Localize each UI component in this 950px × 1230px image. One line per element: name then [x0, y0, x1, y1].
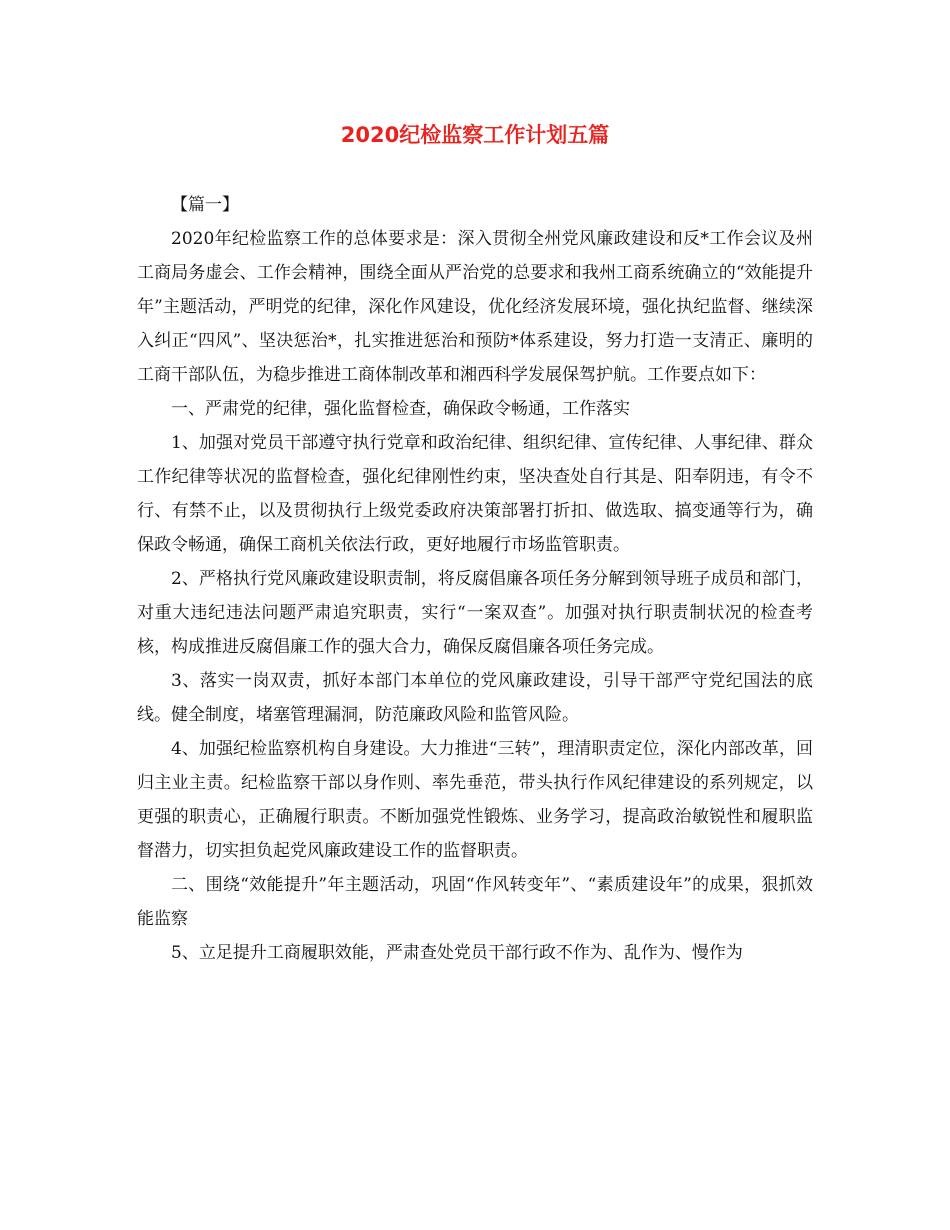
paragraph: 4、加强纪检监察机构自身建设。大力推进“三转”，理清职责定位，深化内部改革，回归主业主责。纪检监察干部以身作则、率先垂范，带头执行作风纪律建设的系列规定，以更强的职责心，正确履行职责。不断加强党性锻炼、业务学习，提高政治敏锐性和履职监督潜力，切实担负起党风廉政建设工作的监督职责。	[137, 739, 813, 861]
paragraph: 2、严格执行党风廉政建设职责制，将反腐倡廉各项任务分解到领导班子成员和部门，对重大违纪违法问题严肃追究职责，实行“一案双查”。加强对执行职责制状况的检查考核，构成推进反腐倡廉工作的强大合力，确保反腐倡廉各项任务完成。	[137, 569, 813, 657]
document-body	[137, 188, 813, 970]
document-title: 2020纪检监察工作计划五篇	[340, 123, 610, 147]
section-heading: 【篇一】	[171, 195, 239, 215]
paragraph: 3、落实一岗双责，抓好本部门本单位的党风廉政建设，引导干部严守党纪国法的底线。健全制度，堵塞管理漏洞，防范廉政风险和监管风险。	[137, 671, 813, 725]
paragraph: 1、加强对党员干部遵守执行党章和政治纪律、组织纪律、宣传纪律、人事纪律、群众工作纪律等状况的监督检查，强化纪律刚性约束，坚决查处自行其是、阳奉阴违，有令不行、有禁不止，以及贯彻执行上级党委政府决策部署打折扣、做选取、搞变通等行为，确保政令畅通，确保工商机关依法行政，更好地履行市场监管职责。	[137, 433, 813, 555]
paragraph: 二、围绕“效能提升”年主题活动，巩固“作风转变年”、“素质建设年”的成果，狠抓效能监察	[137, 875, 813, 929]
paragraph: 一、严肃党的纪律，强化监督检查，确保政令畅通，工作落实	[171, 399, 630, 419]
paragraph: 5、立足提升工商履职效能，严肃查处党员干部行政不作为、乱作为、慢作为	[171, 943, 743, 963]
paragraph: 2020年纪检监察工作的总体要求是：深入贯彻全州党风廉政建设和反*工作会议及州工商局务虚会、工作会精神，围绕全面从严治党的总要求和我州工商系统确立的“效能提升年”主题活动，严明党的纪律，深化作风建设，优化经济发展环境，强化执纪监督、继续深入纠正“四风”、坚决惩治*，扎实推进惩治和预防*体系建设，努力打造一支清正、廉明的工商干部队伍，为稳步推进工商体制改革和湘西科学发展保驾护航。工作要点如下：	[137, 229, 813, 385]
